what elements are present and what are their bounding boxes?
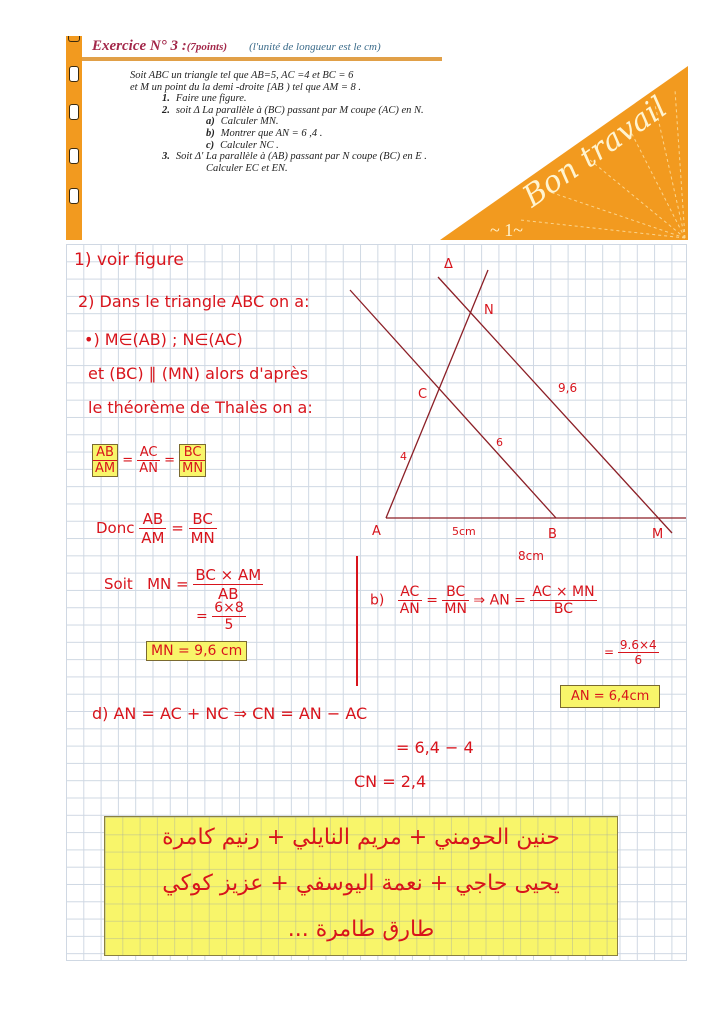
answer-q2-condition: le théorème de Thalès on a: [88,398,313,417]
question-1: 1. Faire une figure. [162,93,247,105]
label-a: A [372,524,381,539]
part-d-line1: d) AN = AC + NC ⇒ CN = AN − AC [92,704,368,723]
question-3-task: Calculer EC et EN. [206,162,288,174]
label-b: B [548,527,557,542]
label-delta: Δ [444,257,453,272]
exercise-header [92,37,381,55]
unit-note: (l'unité de longueur est le cm) [249,41,381,53]
question-3: 3. Soit Δ' La parallèle à (AB) passant par N coupe (BC) en E . [162,151,427,163]
binder-hole [69,188,79,204]
mn-formula: Soit MN = $\frac{BC \times AM}{AB}$ [104,566,262,603]
question-2c: c) Calculer NC . [206,139,279,151]
answer-q2-condition: et (BC) ∥ (MN) alors d'après [88,364,309,383]
ratio-bc-mn: $\frac{BC}{MN}$ [179,444,206,477]
answer-q2-intro: 2) Dans le triangle ABC on a: [78,292,310,311]
label-m: M [652,527,664,542]
divider-line [356,556,358,686]
statement-line: Soit ABC un triangle tel que AB=5, AC =4 et BC = 6 [130,70,354,81]
binder-ring-top [68,36,80,42]
question-2a: a) Calculer MN. [206,116,279,128]
binder-hole [69,104,79,120]
label-n: N [484,303,494,318]
binder-strip [66,36,82,240]
ratio-ab-am: $\frac{AB}{AM}$ [92,444,118,477]
exercise-points: (7points) [186,41,228,53]
label-c: C [418,387,428,402]
ratio-ac-an: $\frac{AC}{AN}$ [139,445,158,476]
mn-result: MN = 9,6 cm [146,641,247,661]
question-2: 2. soit Δ La parallèle à (BC) passant par M coupe (AC) en N. [162,104,424,116]
statement-line: et M un point du la demi -droite [AB ) tel que AM = 8 . [130,81,362,93]
banner-text: Bon travail [516,89,674,215]
label-bc-length: 6 [496,436,503,449]
part-b-equation: b) $\frac{AC}{AN}$ = $\frac{BC}{MN}$ ⇒ AN = $\frac{AC \times MN}{BC}$ [370,584,595,617]
part-d-result: CN = 2,4 [354,772,427,791]
problem-statement [130,70,427,174]
answer-q1: 1) voir figure [74,250,184,270]
page-number: ~ 1~ [490,220,523,240]
label-am-length: 8cm [518,549,544,563]
label-mn-length: 9,6 [558,381,578,395]
answer-q2-condition: •) M∈(AB) ; N∈(AC) [84,330,243,349]
question-2b: b) Montrer que AN = 6 ,4 . [206,127,323,139]
binder-hole [69,148,79,164]
part-d-line2: = 6,4 − 4 [396,738,474,757]
student-names-box [104,816,618,956]
names-line: يحيى حاجي + نعمة اليوسفي + عزيز كوكي [162,871,560,896]
header-underline [82,57,442,61]
bon-travail-banner [440,60,688,240]
exercise-title: Exercice N° 3 : [92,38,187,54]
names-line: طارق طامرة ... [287,917,435,942]
thales-ratios: $\frac{AB}{AM}$ = $\frac{AC}{AN}$ = $\frac{BC}{MN}$ [92,444,206,477]
mn-computation: = $\frac{6\times 8}{5}$ [196,600,244,633]
donc-equation: Donc $\frac{AB}{AM}$ = $\frac{BC}{MN}$ [96,510,215,547]
an-computation: = $\frac{9.6\times 4}{6}$ [604,638,657,667]
an-result: AN = 6,4cm [560,685,660,708]
binder-hole [69,66,79,82]
label-ac-length: 4 [400,450,407,463]
names-line: حنين الحومني + مريم النايلي + رنيم كامرة [162,825,560,850]
label-ab-length: 5cm [452,525,476,538]
